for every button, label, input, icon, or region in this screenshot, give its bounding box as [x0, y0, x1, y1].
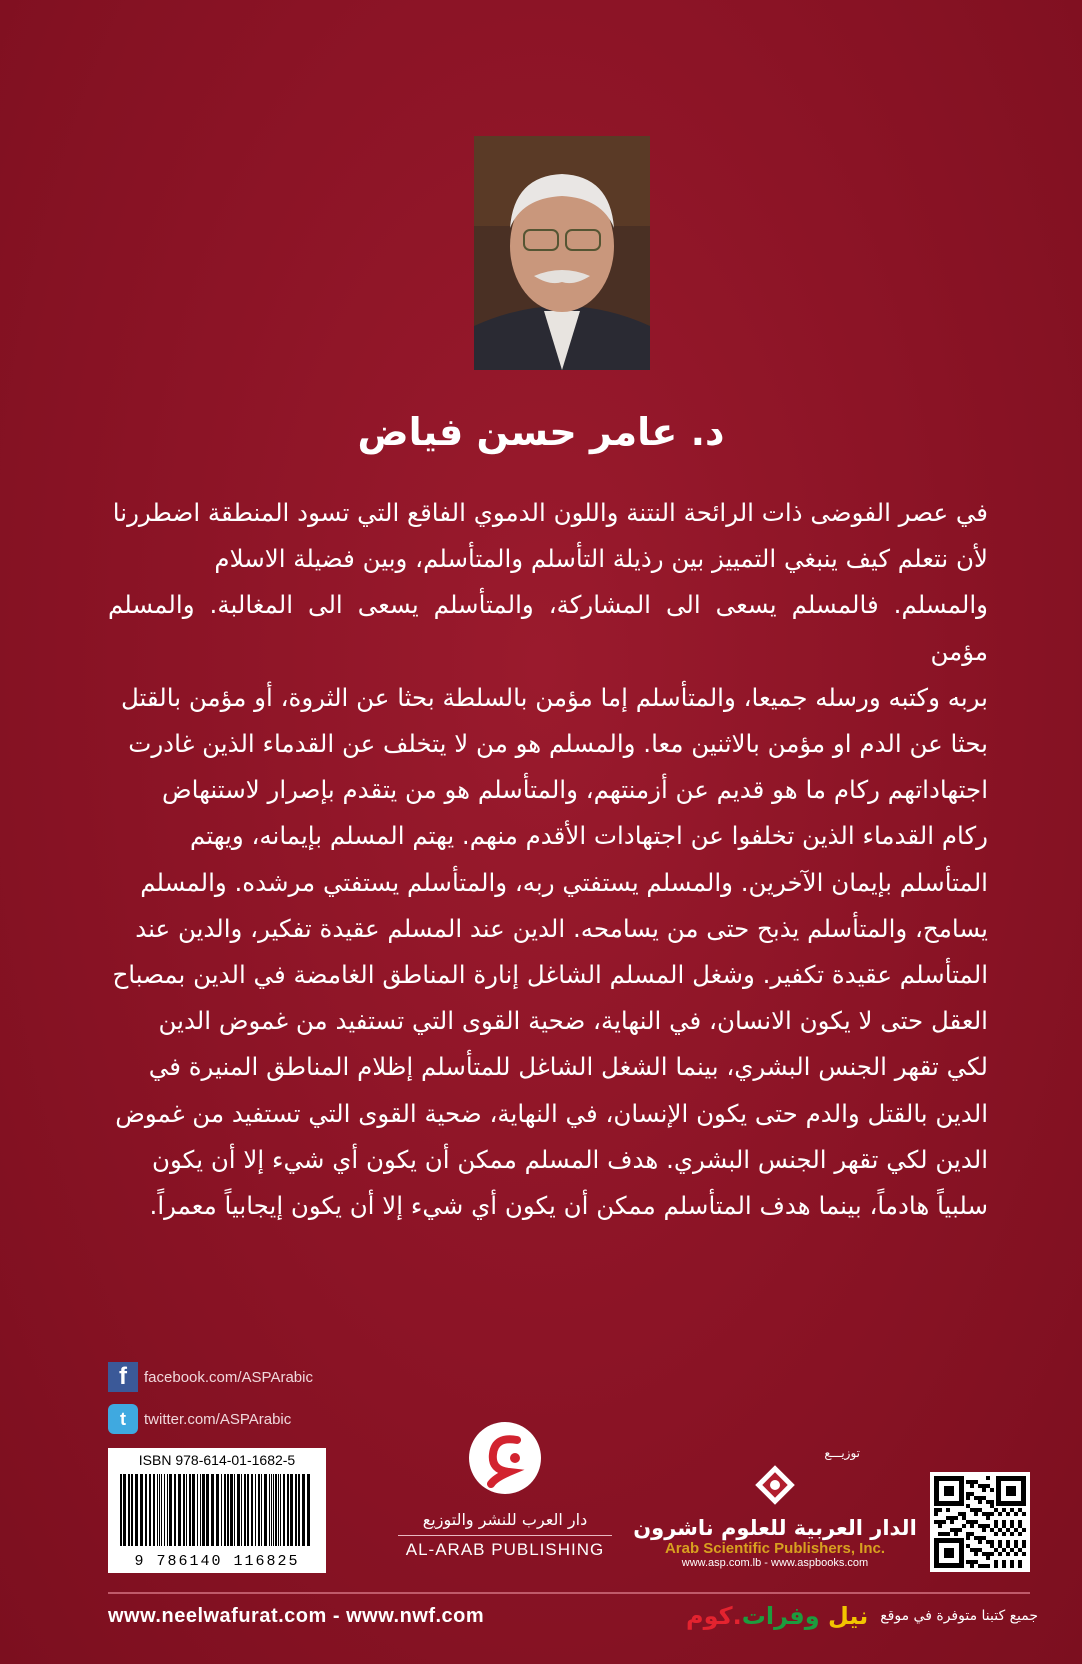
blurb-line: لكي تقهر الجنس البشري، بينما الشغل الشاغل للمتأسلم إظلام المناطق المنيرة في [148, 1052, 988, 1082]
qr-module [1018, 1548, 1022, 1552]
qr-module [986, 1500, 990, 1504]
barcode-bar [283, 1474, 285, 1546]
qr-module [974, 1508, 978, 1512]
qr-module [1010, 1520, 1014, 1524]
barcode-bar [224, 1474, 226, 1546]
qr-module [982, 1496, 986, 1500]
qr-module [1022, 1512, 1026, 1516]
qr-module [1006, 1486, 1016, 1496]
qr-module [994, 1548, 998, 1552]
qr-module [982, 1484, 986, 1488]
qr-module [942, 1532, 946, 1536]
qr-module [950, 1520, 954, 1524]
qr-code [930, 1472, 1030, 1572]
barcode-bar [264, 1474, 267, 1546]
twitter-link[interactable] [108, 1404, 291, 1434]
qr-module [970, 1508, 974, 1512]
qr-module [962, 1524, 966, 1528]
qr-module [1006, 1540, 1010, 1544]
barcode-bar [295, 1474, 297, 1546]
barcode-bar [192, 1474, 195, 1546]
qr-module [986, 1476, 990, 1480]
qr-module [970, 1548, 974, 1552]
barcode-bar [227, 1474, 229, 1546]
qr-module [966, 1560, 970, 1564]
qr-module [950, 1516, 954, 1520]
qr-module [974, 1560, 978, 1564]
qr-module [978, 1524, 982, 1528]
barcode-bar [258, 1474, 260, 1546]
isbn-barcode [108, 1448, 326, 1573]
qr-module [966, 1536, 970, 1540]
qr-module [986, 1516, 990, 1520]
barcode-bar [278, 1474, 279, 1546]
qr-module [990, 1500, 994, 1504]
qr-module [970, 1524, 974, 1528]
asp-name-ar: الدار العربية للعلوم ناشرون [633, 1516, 917, 1540]
qr-module [1010, 1508, 1014, 1512]
qr-module [966, 1532, 970, 1536]
qr-module [982, 1524, 986, 1528]
qr-module [994, 1532, 998, 1536]
footer-divider [108, 1592, 1030, 1594]
barcode-bar [197, 1474, 198, 1546]
barcode-bar [271, 1474, 272, 1546]
qr-module [938, 1524, 942, 1528]
blurb-line: يسامح، والمتأسلم يذبح حتى من يسامحه. الدين عند المسلم عقيدة تفكير، والدين عند [135, 913, 988, 943]
qr-module [998, 1540, 1002, 1544]
qr-module [946, 1508, 950, 1512]
barcode-bar [169, 1474, 172, 1546]
qr-module [1006, 1528, 1010, 1532]
barcode-bar [200, 1474, 201, 1546]
qr-module [974, 1552, 978, 1556]
barcode-bar [307, 1474, 310, 1546]
qr-module [978, 1540, 982, 1544]
twitter-url: twitter.com/ASPArabic [144, 1410, 292, 1428]
blurb-line: بحثا عن الدم او مؤمن بالاثنين معا. والمسلم هو من لا يتخلف عن القدماء الذين غادرت [128, 729, 988, 759]
barcode-bar [167, 1474, 168, 1546]
qr-module [962, 1516, 966, 1520]
distribution-label: توزيـــع [824, 1446, 860, 1460]
facebook-link[interactable] [108, 1362, 313, 1392]
qr-module [954, 1532, 958, 1536]
qr-module [978, 1484, 982, 1488]
qr-module [990, 1504, 994, 1508]
qr-module [994, 1524, 998, 1528]
qr-module [1010, 1524, 1014, 1528]
barcode-bar [178, 1474, 181, 1546]
qr-module [978, 1500, 982, 1504]
qr-module [1006, 1544, 1010, 1548]
qr-module [934, 1508, 938, 1512]
qr-module [974, 1548, 978, 1552]
qr-module [974, 1512, 978, 1516]
barcode-bar [251, 1474, 253, 1546]
blurb-line: المتأسلم عقيدة تكفير. وشغل المسلم الشاغل إنارة المناطق الغامضة في الدين بمصباح [112, 960, 988, 990]
qr-module [966, 1504, 970, 1508]
qr-module [942, 1520, 946, 1524]
qr-module [1014, 1528, 1018, 1532]
qr-module [974, 1520, 978, 1524]
barcode-bar [234, 1474, 235, 1546]
qr-module [970, 1520, 974, 1524]
qr-module [986, 1552, 990, 1556]
barcode-bar [183, 1474, 185, 1546]
barcode-bar [120, 1474, 122, 1546]
qr-module [1002, 1524, 1006, 1528]
asp-diamond-logo-icon [752, 1462, 798, 1508]
blurb-line: اجتهاداتهم ركام ما هو قديم عن أزمنتهم، والمتأسلم هو من يتقدم بإصرار لاستنهاض [162, 775, 988, 805]
qr-module [990, 1552, 994, 1556]
isbn-number: ISBN 978-614-01-1682-5 [138, 1452, 296, 1468]
qr-module [998, 1552, 1002, 1556]
barcode-bar [149, 1474, 151, 1546]
qr-module [950, 1528, 954, 1532]
qr-module [990, 1528, 994, 1532]
qr-module [1010, 1560, 1014, 1564]
qr-module [986, 1484, 990, 1488]
qr-module [986, 1564, 990, 1568]
qr-module [946, 1516, 950, 1520]
qr-module [1022, 1528, 1026, 1532]
al-arab-logo-icon [465, 1418, 545, 1498]
qr-module [970, 1480, 974, 1484]
qr-module [982, 1536, 986, 1540]
barcode-bars [116, 1474, 318, 1546]
qr-module [982, 1528, 986, 1532]
barcode-bar [202, 1474, 205, 1546]
barcode-bar [174, 1474, 176, 1546]
qr-module [1006, 1512, 1010, 1516]
barcode-bar [128, 1474, 130, 1546]
barcode-bar [247, 1474, 249, 1546]
qr-module [966, 1492, 970, 1496]
qr-module [934, 1520, 938, 1524]
qr-module [1018, 1508, 1022, 1512]
qr-module [986, 1540, 990, 1544]
barcode-bar [244, 1474, 246, 1546]
qr-module [958, 1528, 962, 1532]
qr-module [1014, 1540, 1018, 1544]
qr-module [1014, 1552, 1018, 1556]
qr-module [1002, 1560, 1006, 1564]
nwf-brand-logo [686, 1602, 868, 1630]
qr-module [986, 1524, 990, 1528]
qr-module [1002, 1548, 1006, 1552]
qr-module [1002, 1508, 1006, 1512]
blurb-line: العقل حتى لا يكون الانسان، في النهاية، ضحية القوى التي تستفيد من غموض الدين [158, 1006, 988, 1036]
footer-bar [108, 1598, 1038, 1634]
barcode-bar [237, 1474, 240, 1546]
barcode-bar [131, 1474, 133, 1546]
blurb-line: والمسلم. فالمسلم يسعى الى المشاركة، والمتأسلم يسعى الى المغالبة. والمسلم مؤمن [108, 590, 988, 666]
qr-module [994, 1508, 998, 1512]
nwf-promo [686, 1602, 1038, 1630]
barcode-bar [241, 1474, 242, 1546]
qr-module [1010, 1532, 1014, 1536]
qr-module [994, 1564, 998, 1568]
qr-module [1022, 1544, 1026, 1548]
al-arab-name-ar: دار العرب للنشر والتوزيع [422, 1510, 588, 1529]
facebook-url: facebook.com/ASPArabic [144, 1368, 313, 1386]
qr-module [1002, 1532, 1006, 1536]
qr-module [938, 1508, 942, 1512]
qr-module [1002, 1520, 1006, 1524]
qr-module [966, 1520, 970, 1524]
availability-text: جميع كتبنا متوفرة في موقع [880, 1608, 1038, 1624]
qr-module [970, 1560, 974, 1564]
author-photo [474, 136, 650, 370]
qr-module [978, 1496, 982, 1500]
qr-module [974, 1480, 978, 1484]
qr-module [1018, 1520, 1022, 1524]
qr-module [970, 1484, 974, 1488]
barcode-bar [302, 1474, 305, 1546]
blurb-line: الدين بالقتل والدم حتى يكون الإنسان، في النهاية، ضحية القوى التي تستفيد من غموض [115, 1098, 988, 1128]
nwf-brand-part1: نيل [827, 1602, 869, 1630]
facebook-icon: f [108, 1362, 138, 1392]
qr-module [998, 1512, 1002, 1516]
qr-module [938, 1532, 942, 1536]
barcode-bar [269, 1474, 270, 1546]
qr-module [970, 1532, 974, 1536]
barcode-bar [290, 1474, 293, 1546]
qr-module [998, 1544, 1002, 1548]
barcode-bar [153, 1474, 155, 1546]
qr-module [944, 1548, 954, 1558]
blurb-line: المتأسلم بإيمان الآخرين. والمسلم يستفتي ربه، والمتأسلم يستفتي مرشده. والمسلم [140, 867, 988, 897]
barcode-bar [189, 1474, 191, 1546]
qr-module [954, 1516, 958, 1520]
barcode-bar [161, 1474, 162, 1546]
asp-websites: www.asp.com.lb - www.aspbooks.com [681, 1557, 869, 1569]
barcode-bar [159, 1474, 160, 1546]
qr-module [1018, 1524, 1022, 1528]
qr-module [970, 1492, 974, 1496]
qr-module [958, 1512, 962, 1516]
qr-module [986, 1512, 990, 1516]
qr-module [990, 1512, 994, 1516]
qr-module [978, 1536, 982, 1540]
qr-module [966, 1480, 970, 1484]
barcode-bar [157, 1474, 158, 1546]
nwf-brand-part2: وفرات [741, 1602, 820, 1630]
qr-module [944, 1486, 954, 1496]
qr-module [978, 1508, 982, 1512]
footer-urls[interactable]: www.neelwafurat.com - www.nwf.com [108, 1604, 485, 1627]
qr-module [970, 1564, 974, 1568]
qr-module [974, 1496, 978, 1500]
qr-module [1018, 1560, 1022, 1564]
back-cover-blurb [108, 490, 988, 1229]
qr-module [954, 1528, 958, 1532]
qr-module [994, 1520, 998, 1524]
barcode-bar [261, 1474, 262, 1546]
blurb-line: في عصر الفوضى ذات الرائحة النتنة واللون الدموي الفاقع التي تسود المنطقة اضطررنا [112, 498, 988, 527]
qr-module [990, 1540, 994, 1544]
qr-module [990, 1488, 994, 1492]
twitter-icon: t [108, 1404, 138, 1434]
qr-module [982, 1512, 986, 1516]
asp-distributor-block [630, 1446, 920, 1569]
barcode-bar [275, 1474, 277, 1546]
qr-module [962, 1512, 966, 1516]
qr-module [982, 1564, 986, 1568]
barcode-bar [140, 1474, 143, 1546]
qr-module [998, 1528, 1002, 1532]
qr-module [1022, 1552, 1026, 1556]
author-name: د. عامر حسن فياض [357, 410, 725, 454]
barcode-bar [273, 1474, 274, 1546]
barcode-bar [287, 1474, 289, 1546]
blurb-line: الدين لكي تقهر الجنس البشري. هدف المسلم ممكن أن يكون أي شيء إلا أن يكون [152, 1144, 988, 1174]
qr-module [966, 1496, 970, 1500]
qr-module [978, 1564, 982, 1568]
qr-module [946, 1532, 950, 1536]
barcode-bar [123, 1474, 126, 1546]
qr-module [1014, 1512, 1018, 1516]
barcode-bar [216, 1474, 219, 1546]
qr-module [1002, 1564, 1006, 1568]
barcode-bar [164, 1474, 165, 1546]
qr-module [1018, 1532, 1022, 1536]
qr-module [1010, 1564, 1014, 1568]
barcode-bar [211, 1474, 214, 1546]
qr-module [934, 1512, 938, 1516]
nwf-brand-part3: .كوم [686, 1602, 742, 1630]
blurb-line: لأن نتعلم كيف ينبغي التمييز بين رذيلة التأسلم والمتأسلم، وبين فضيلة الاسلام [214, 544, 988, 574]
barcode-bar [206, 1474, 209, 1546]
qr-module [1022, 1540, 1026, 1544]
al-arab-name-en: AL-ARAB PUBLISHING [398, 1535, 612, 1560]
qr-module [982, 1552, 986, 1556]
qr-module [1018, 1564, 1022, 1568]
qr-module [994, 1560, 998, 1564]
qr-module [1006, 1552, 1010, 1556]
qr-module [986, 1556, 990, 1560]
qr-module [1010, 1548, 1014, 1552]
qr-module [982, 1488, 986, 1492]
barcode-bar [135, 1474, 138, 1546]
barcode-bar [298, 1474, 300, 1546]
barcode-bar [255, 1474, 256, 1546]
qr-module [938, 1520, 942, 1524]
barcode-bar [230, 1474, 233, 1546]
barcode-bar [186, 1474, 187, 1546]
qr-module [978, 1548, 982, 1552]
qr-module [974, 1536, 978, 1540]
barcode-bar [145, 1474, 147, 1546]
al-arab-publishing-logo [398, 1418, 612, 1560]
asp-name-en: Arab Scientific Publishers, Inc. [664, 1540, 886, 1557]
barcode-digits: 9 786140 116825 [134, 1553, 300, 1570]
qr-module [1014, 1544, 1018, 1548]
author-portrait-image [474, 136, 650, 370]
qr-code-pattern [930, 1472, 1030, 1572]
barcode-bar [221, 1474, 222, 1546]
blurb-line: بربه وكتبه ورسله جميعا، والمتأسلم إما مؤمن بالسلطة بحثا عن الثروة، أو مؤمن بالقتل [120, 682, 988, 712]
qr-module [966, 1544, 970, 1548]
blurb-line: ركام القدماء الذين تخلفوا عن اجتهادات الأقدم منهم. يهتم المسلم بإيمانه، ويهتم [190, 821, 988, 851]
blurb-line: سلبياً هادماً، بينما هدف المتأسلم ممكن أن يكون أي شيء إلا أن يكون إيجابياً معمراً. [149, 1191, 988, 1221]
barcode-bar [280, 1474, 281, 1546]
qr-module [990, 1544, 994, 1548]
